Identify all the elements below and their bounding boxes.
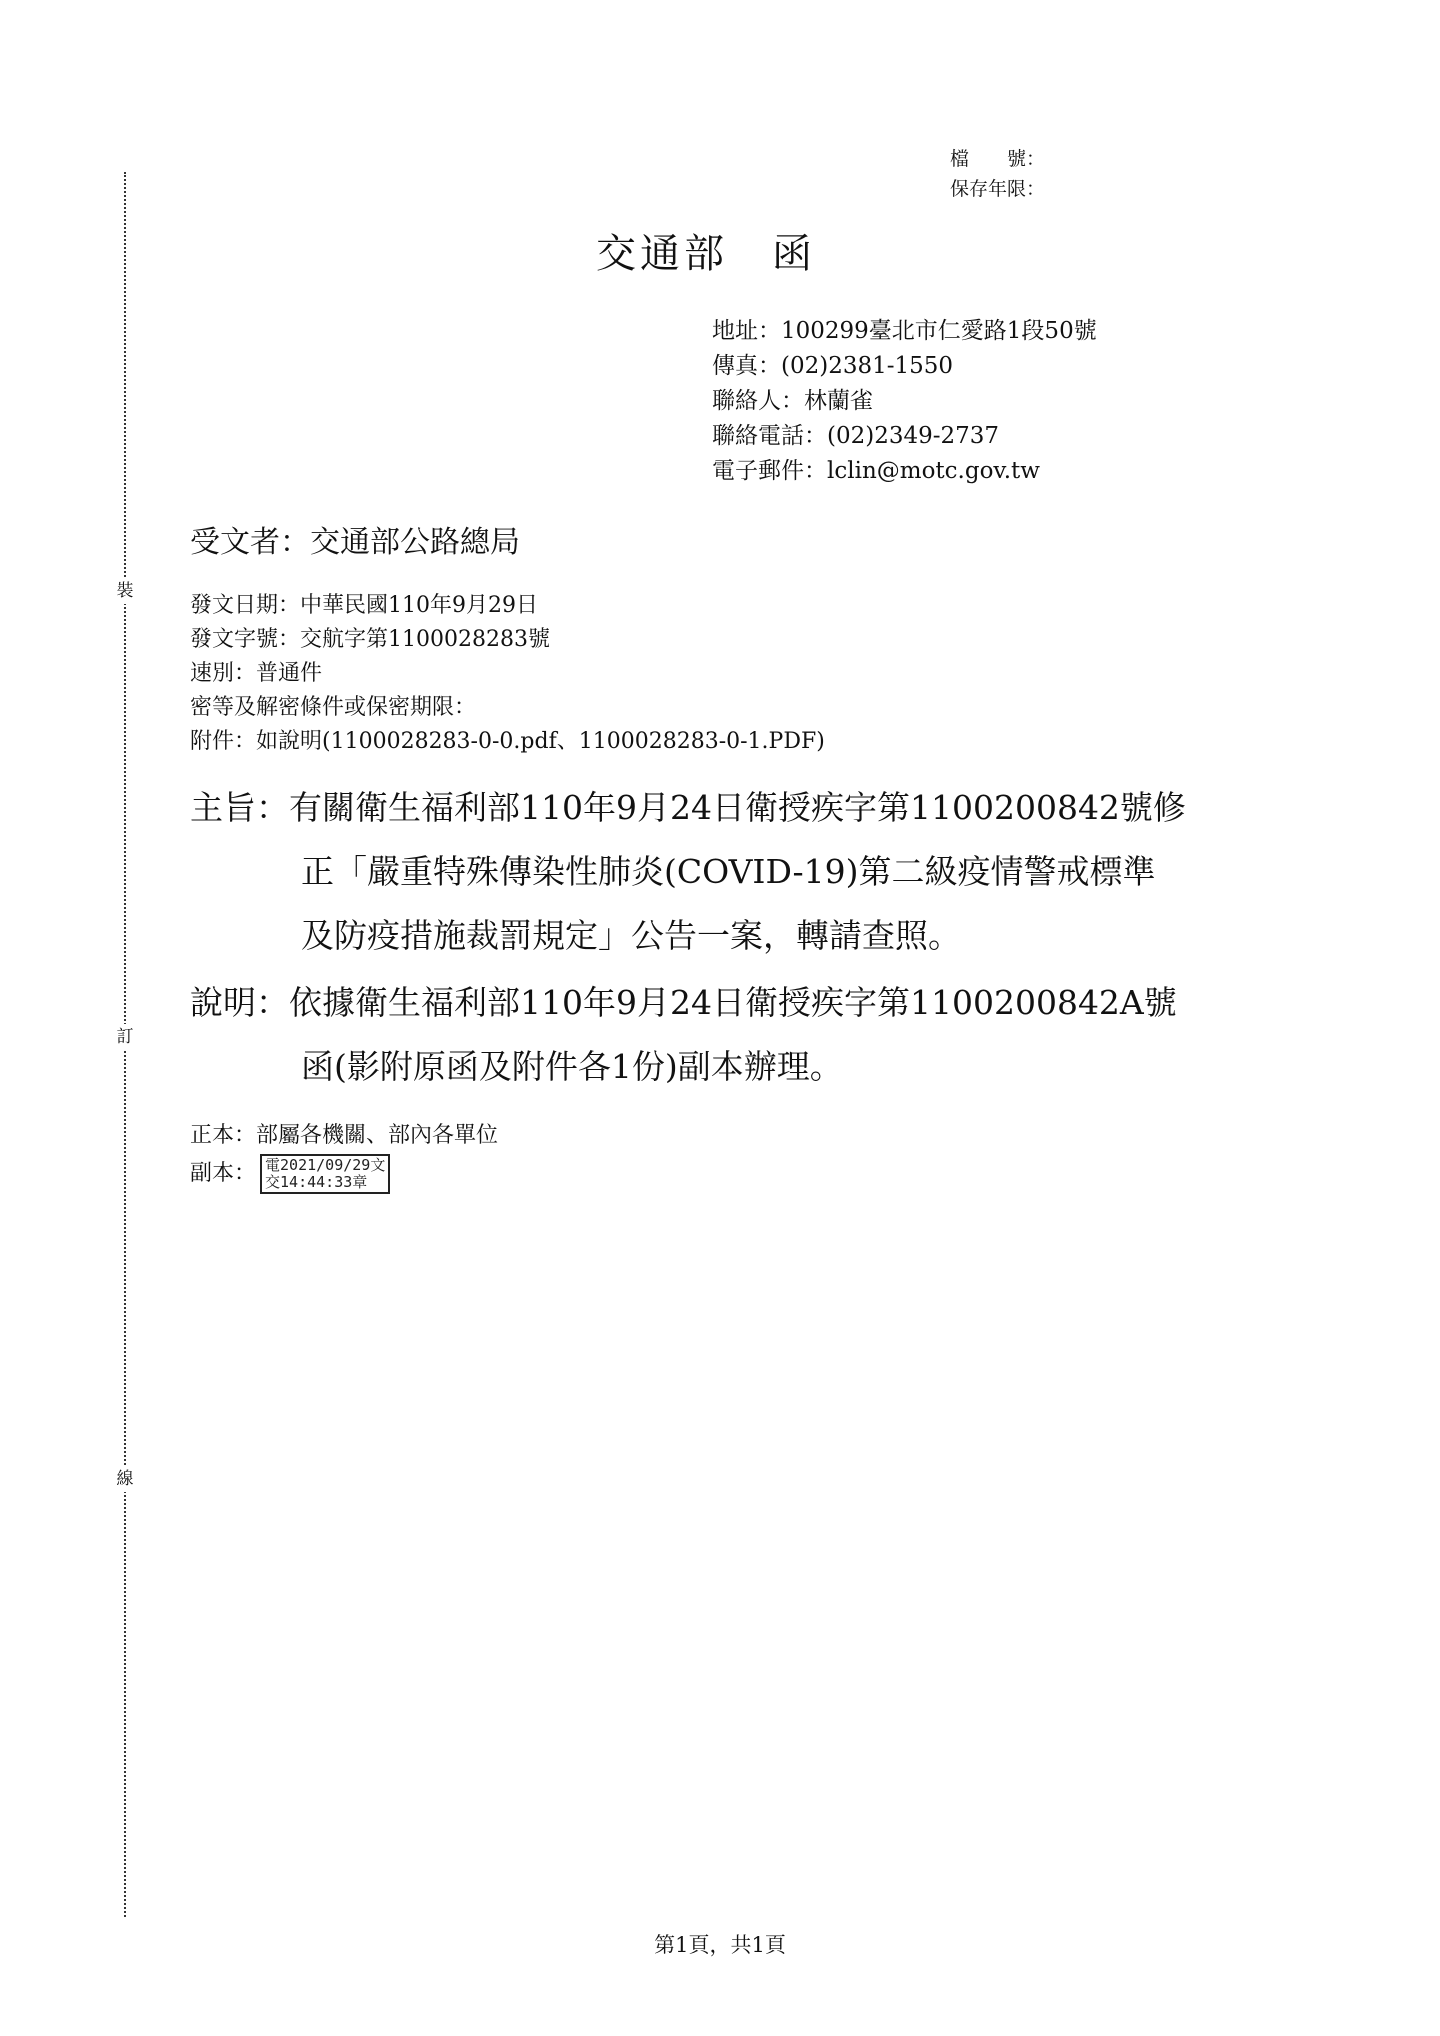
attachments: 附件：如說明(1100028283-0-0.pdf、1100028283-0-1.PDF) bbox=[190, 729, 825, 754]
stamp-line: 電2021/09/29文 bbox=[265, 1156, 386, 1174]
subject-line: 正「嚴重特殊傳染性肺炎(COVID-19)第二級疫情警戒標準 bbox=[301, 852, 1156, 891]
file-number-label: 檔 號： bbox=[950, 148, 1046, 170]
address: 地址：100299臺北市仁愛路1段50號 bbox=[712, 318, 1097, 344]
delivery-speed: 速別：普通件 bbox=[190, 661, 323, 686]
fax: 傳真：(02)2381-1550 bbox=[712, 353, 954, 379]
document-title: 交通部 函 bbox=[596, 231, 816, 277]
binding-mark-ding: 訂 bbox=[112, 1024, 138, 1050]
binding-mark-zhuang: 裝 bbox=[112, 578, 138, 604]
confidentiality: 密等及解密條件或保密期限： bbox=[190, 695, 477, 720]
subject-line: 主旨：有關衛生福利部110年9月24日衛授疾字第1100200842號修 bbox=[190, 788, 1186, 827]
document-meta bbox=[190, 589, 825, 759]
explanation-line: 函(影附原函及附件各1份)副本辦理。 bbox=[301, 1047, 843, 1086]
contact-block bbox=[712, 314, 1097, 489]
subject-block bbox=[190, 776, 1186, 968]
binding-mark-xian: 線 bbox=[112, 1466, 138, 1492]
document-number: 發文字號：交航字第1100028283號 bbox=[190, 627, 550, 652]
file-info bbox=[950, 144, 1045, 204]
email: 電子郵件：lclin@motc.gov.tw bbox=[712, 458, 1040, 484]
phone: 聯絡電話：(02)2349-2737 bbox=[712, 423, 1000, 449]
retention-period-label: 保存年限： bbox=[950, 178, 1046, 200]
original-recipients: 正本：部屬各機關、部內各單位 bbox=[190, 1123, 499, 1148]
copy-label: 副本： bbox=[190, 1161, 257, 1186]
distribution-block bbox=[190, 1118, 498, 1194]
explanation-line: 說明：依據衛生福利部110年9月24日衛授疾字第1100200842A號 bbox=[190, 983, 1177, 1022]
explanation-block bbox=[190, 971, 1177, 1099]
copy-recipients bbox=[190, 1154, 498, 1194]
contact-person: 聯絡人：林蘭雀 bbox=[712, 388, 873, 414]
issue-date: 發文日期：中華民國110年9月29日 bbox=[190, 593, 538, 618]
recipient: 受文者：交通部公路總局 bbox=[190, 525, 520, 560]
electronic-stamp bbox=[260, 1154, 390, 1194]
page-number: 第1頁，共1頁 bbox=[654, 1933, 786, 1957]
subject-line: 及防疫措施裁罰規定」公告一案，轉請查照。 bbox=[301, 916, 961, 955]
stamp-line: 交14:44:33章 bbox=[265, 1173, 368, 1191]
